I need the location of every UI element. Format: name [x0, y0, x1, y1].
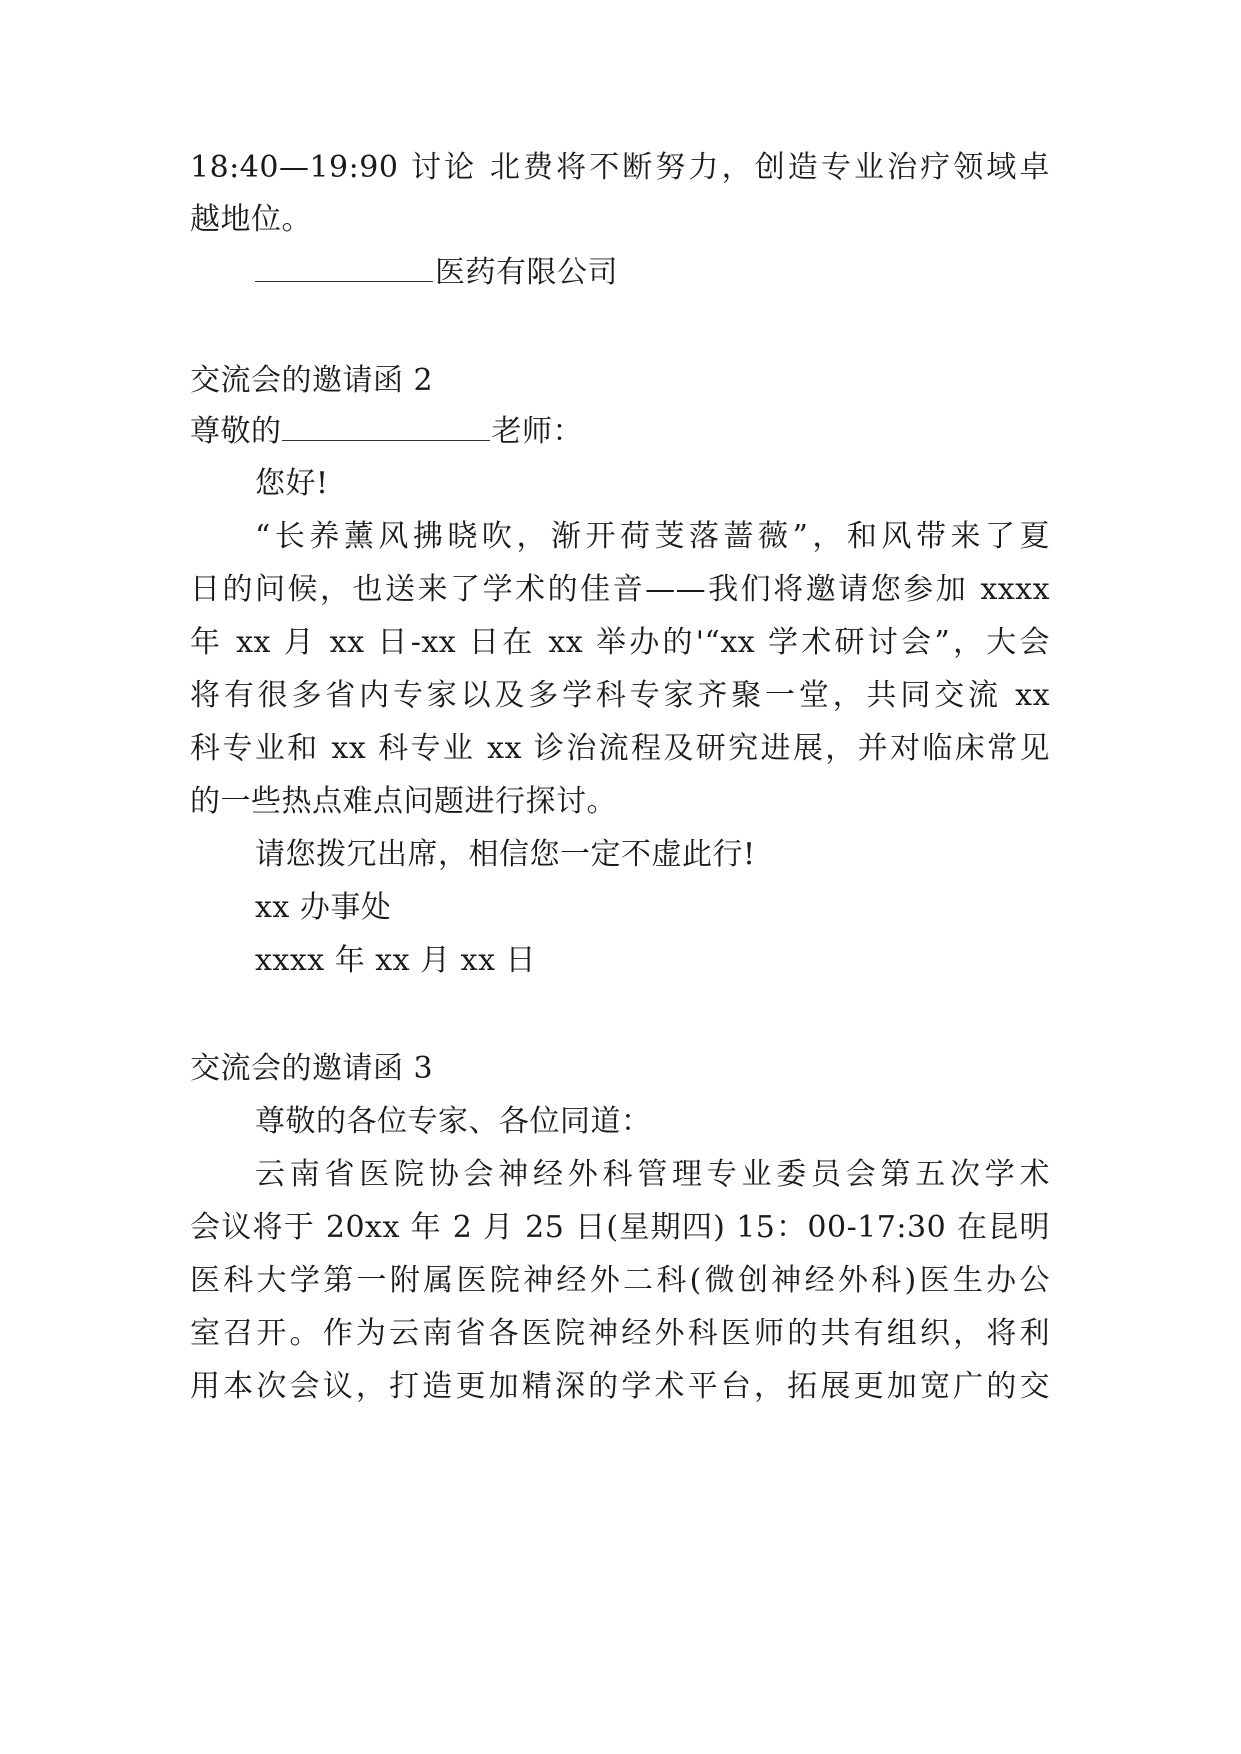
body-line: 将有很多省内专家以及多学科专家齐聚一堂，共同交流 xx	[190, 678, 1050, 713]
schedule-line: 18:40—19:90 讨论 北费将不断努力，创造专业治疗领域卓	[190, 150, 1050, 185]
body-line: 会议将于 20xx 年 2 月 25 日(星期四) 15：00-17:30 在昆明	[190, 1210, 1050, 1245]
salutation-prefix: 尊敬的	[190, 414, 282, 449]
body-line: 的一些热点难点问题进行探讨。	[190, 784, 617, 819]
salutation-line	[190, 412, 1050, 452]
salutation-line: 尊敬的各位专家、各位同道：	[255, 1104, 652, 1139]
company-suffix: 医药有限公司	[435, 255, 618, 290]
body-line: 室召开。作为云南省各医院神经外科医师的共有组织，将利	[190, 1316, 1050, 1351]
body-line: “长养薰风拂晓吹，渐开荷芰落蔷薇”，和风带来了夏	[255, 519, 1050, 554]
salutation-suffix: 老师：	[491, 414, 583, 449]
body-line: 科专业和 xx 科专业 xx 诊治流程及研究进展，并对临床常见	[190, 731, 1050, 766]
company-signature	[255, 253, 1115, 293]
body-line: 云南省医院协会神经外科管理专业委员会第五次学术	[255, 1157, 1050, 1192]
greeting: 您好!	[255, 466, 329, 501]
company-name-blank	[255, 253, 433, 282]
schedule-line-continued: 越地位。	[190, 202, 312, 237]
section-heading-3: 交流会的邀请函 3	[190, 1051, 434, 1086]
teacher-name-blank	[282, 412, 490, 441]
body-line: 日的问候，也送来了学术的佳音——我们将邀请您参加 xxxx	[190, 572, 1050, 607]
closing-line: 请您拨冗出席，相信您一定不虚此行!	[255, 837, 756, 872]
body-line: 医科大学第一附属医院神经外二科(微创神经外科)医生办公	[190, 1263, 1050, 1298]
body-line: 年 xx 月 xx 日-xx 日在 xx 举办的'“xx 学术研讨会”，大会	[190, 625, 1050, 660]
body-line: 用本次会议，打造更加精深的学术平台，拓展更加宽广的交	[190, 1369, 1050, 1404]
letter-date: xxxx 年 xx 月 xx 日	[255, 943, 537, 978]
signature: xx 办事处	[255, 890, 392, 925]
section-heading-2: 交流会的邀请函 2	[190, 363, 434, 398]
